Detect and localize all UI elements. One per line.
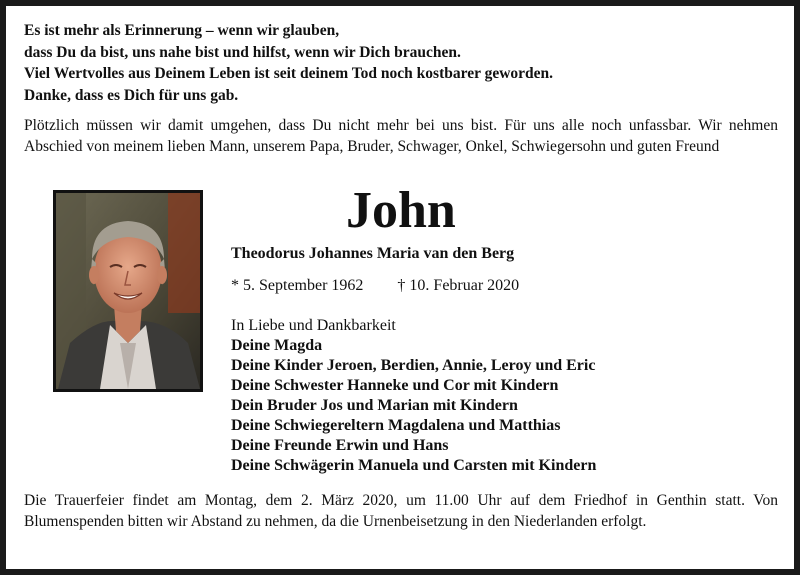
mourner-line: Dein Bruder Jos und Marian mit Kindern xyxy=(231,397,518,414)
mourners-list xyxy=(231,316,596,476)
mourners-lead: In Liebe und Dankbarkeit xyxy=(231,317,396,334)
mourner-line: Deine Magda xyxy=(231,337,323,354)
mourner-line: Deine Kinder Jeroen, Berdien, Annie, Leroy und Eric xyxy=(231,357,596,374)
poem-line: Es ist mehr als Erinnerung – wenn wir glauben, xyxy=(24,22,340,39)
mourner-line: Deine Schwester Hanneke und Cor mit Kindern xyxy=(231,377,559,394)
poem-line: Viel Wertvolles aus Deinem Leben ist seit deinem Tod noch kostbarer geworden. xyxy=(24,65,554,82)
birth-date: * 5. September 1962 xyxy=(231,277,364,294)
deceased-name: John xyxy=(346,182,456,239)
memorial-poem xyxy=(24,20,784,106)
life-dates xyxy=(231,275,519,297)
mourner-line: Deine Freunde Erwin und Hans xyxy=(231,437,449,454)
mourner-line: Deine Schwägerin Manuela und Carsten mit Kindern xyxy=(231,457,597,474)
funeral-info: Die Trauerfeier findet am Montag, dem 2. März 2020, um 11.00 Uhr auf dem Friedhof in Genthin statt. Von Blumenspenden bitten wir Abstand zu nehmen, da die Urnenbeisetzung in den Niederlanden erfolgt. xyxy=(24,492,778,530)
intro-paragraph: Plötzlich müssen wir damit umgehen, dass Du nicht mehr bei uns bist. Für uns alle noch unfassbar. Wir nehmen Abschied von meinem lieben Mann, unserem Papa, Bruder, Schwager, Onkel, Schwiegersohn und guten Freund xyxy=(24,117,778,155)
poem-line: Danke, dass es Dich für uns gab. xyxy=(24,86,239,104)
poem-line: dass Du da bist, uns nahe bist und hilfst, wenn wir Dich brauchen. xyxy=(24,43,461,61)
deceased-full-name: Theodorus Johannes Maria van den Berg xyxy=(231,245,515,262)
portrait-photo xyxy=(53,190,203,392)
mourner-line: Deine Schwiegereltern Magdalena und Matthias xyxy=(231,417,561,434)
death-date: † 10. Februar 2020 xyxy=(397,277,520,294)
